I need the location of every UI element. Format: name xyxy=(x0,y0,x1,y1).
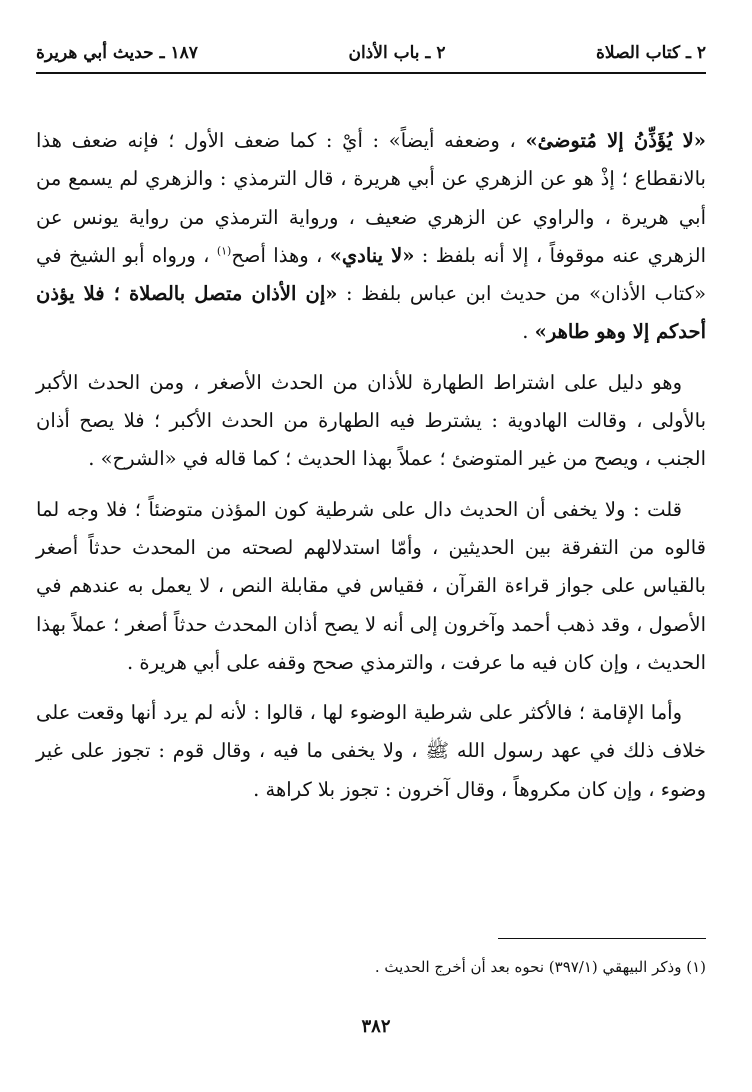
text-segment: ، وهذا أصح xyxy=(231,243,330,267)
quote-hadith: «لا يُؤَذِّنُ إلا مُتوضئ» xyxy=(525,129,706,152)
text-segment: ، وضعفه أيضاً» : أيْ : كما ضعف الأول ؛ فإنه ضعف هذا بالانقطاع ؛ إذْ هو عن الزهري عن أبي هريرة ، قال الترمذي : والزهري لم يسمع من أبي هريرة ، والراوي عن الزهري ضعيف ، ورواية الترمذي من رواية يونس عن الزهري عنه موقوفاً ، إلا أنه بلفظ : xyxy=(36,129,707,267)
body-text xyxy=(36,122,706,809)
header-hadith: ١٨٧ ـ حديث أبي هريرة xyxy=(36,43,198,63)
text-segment: قلت : ولا يخفى أن الحديث دال على شرطية كون المؤذن متوضئاً ؛ فلا وجه لما قالوه من التفرقة بين الحديثين ، وأمّا استدلالهم لصحته من المحدث حدثاً أصغر بالقياس على جواز قراءة القرآن ، فقياس في مقابلة النص ، لا يعمل به عندهم في الأصول ، وقد ذهب أحمد وآخرون إلى أنه لا يصح أذان المحدث حدثاً أصغر ؛ عملاً بهذا الحديث ، وإن كان فيه ما عرفت ، والترمذي صحح وقفه على أبي هريرة . xyxy=(36,497,706,674)
paragraph-1 xyxy=(36,122,706,352)
text-segment: . xyxy=(522,320,535,344)
page-number: ٣٨٢ xyxy=(361,1016,391,1037)
footnote-ref[interactable]: (١) xyxy=(216,244,232,258)
footnote-rule xyxy=(498,938,706,939)
footnote: (١) وذكر البيهقي (٣٩٧/١) نحوه بعد أن أخرج الحديث . xyxy=(374,958,706,976)
header-rule xyxy=(36,72,706,74)
text-segment: وهو دليل على اشتراط الطهارة للأذان من الحدث الأصغر ، ومن الحدث الأكبر بالأولى ، وقالت الهادوية : يشترط فيه الطهارة من الحدث الأكبر ؛ فلا يصح أذان الجنب ، ويصح من غير المتوضئ ؛ عملاً بهذا الحديث ؛ كما قاله في «الشرح» . xyxy=(36,370,706,471)
paragraph-2 xyxy=(36,364,706,479)
running-header xyxy=(36,38,706,68)
header-section: ٢ ـ باب الأذان xyxy=(348,43,446,63)
quote-la-yunadi: «لا ينادي» xyxy=(329,243,415,267)
header-chapter: ٢ ـ كتاب الصلاة xyxy=(596,43,706,63)
text-segment: ، ورواه أبو الشيخ في «كتاب الأذان» من حديث ابن عباس بلفظ : xyxy=(36,243,707,306)
text-segment: وأما الإقامة ؛ فالأكثر على شرطية الوضوء لها ، قالوا : لأنه لم يرد أنها وقعت على خلاف ذلك في عهد رسول الله ﷺ ، ولا يخفى ما فيه ، وقال قوم : تجوز على غير وضوء ، وإن كان مكروهاً ، وقال آخرون : تجوز بلا كراهة . xyxy=(36,701,706,801)
quote-ibn-abbas: «إن الأذان متصل بالصلاة ؛ فلا يؤذن أحدكم إلا وهو طاهر» xyxy=(36,282,706,344)
paragraph-4 xyxy=(36,694,706,809)
paragraph-3 xyxy=(36,491,706,682)
